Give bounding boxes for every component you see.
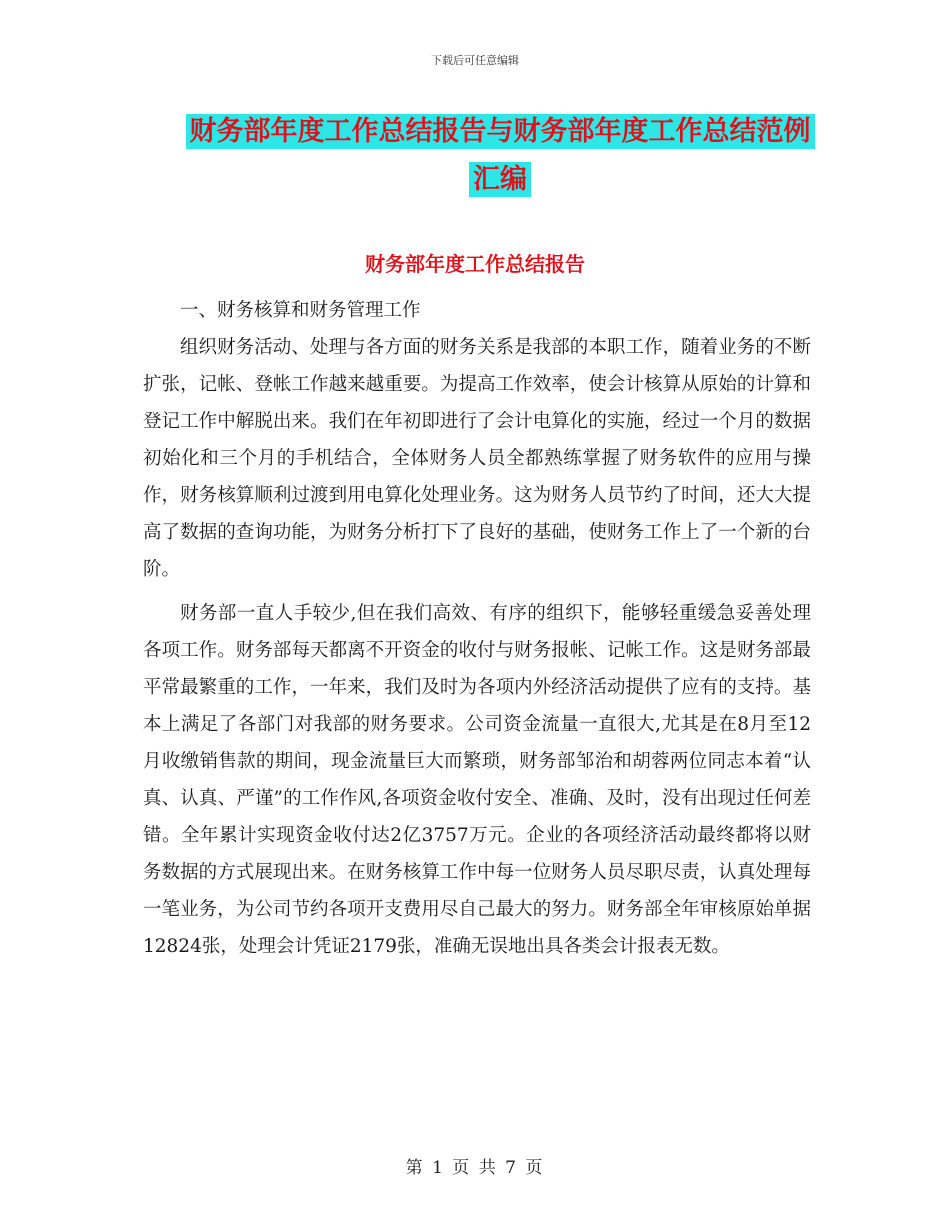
document-body xyxy=(143,292,811,965)
header-note: 下载后可任意编辑 xyxy=(431,54,519,67)
section-title: 财务部年度工作总结报告 xyxy=(365,252,585,276)
page-footer: 第 1 页 共 7 页 xyxy=(405,1158,545,1178)
document-title xyxy=(180,108,820,204)
paragraph-2: 财务部一直人手较少,但在我们高效、有序的组织下，能够轻重缓急妥善处理各项工作。财务部每天都离不开资金的收付与财务报帐、记帐工作。这是财务部最平常最繁重的工作，一年来，我们及时为各项内外经济活动提供了应有的支持。基本上满足了各部门对我部的财务要求。公司资金流量一直很大,尤其是在8月至12月收缴销售款的期间，现金流量巨大而繁琐，财务部邹治和胡蓉两位同志本着“认真、认真、严谨”的工作作风,各项资金收付安全、准确、及时，没有出现过任何差错。全年累计实现资金收付达2亿3757万元。企业的各项经济活动最终都将以财务数据的方式展现出来。在财务核算工作中每一位财务人员尽职尽责，认真处理每一笔业务，为公司节约各项开支费用尽自己最大的努力。财务部全年审核原始单据12824张，处理会计凭证2179张，准确无误地出具各类会计报表无数。 xyxy=(143,603,811,957)
section-heading: 一、财务核算和财务管理工作 xyxy=(180,300,421,321)
paragraph-1: 组织财务活动、处理与各方面的财务关系是我部的本职工作，随着业务的不断扩张，记帐、登帐工作越来越重要。为提高工作效率，使会计核算从原始的计算和登记工作中解脱出来。我们在年初即进行了会计电算化的实施，经过一个月的数据初始化和三个月的手机结合，全体财务人员全都熟练掌握了财务软件的应用与操作，财务核算顺利过渡到用电算化处理业务。这为财务人员节约了时间，还大大提高了数据的查询功能，为财务分析打下了良好的基础，使财务工作上了一个新的台阶。 xyxy=(143,337,811,580)
document-title-line-2: 汇编 xyxy=(469,162,531,197)
document-title-line-1: 财务部年度工作总结报告与财务部年度工作总结范例 xyxy=(186,114,815,149)
